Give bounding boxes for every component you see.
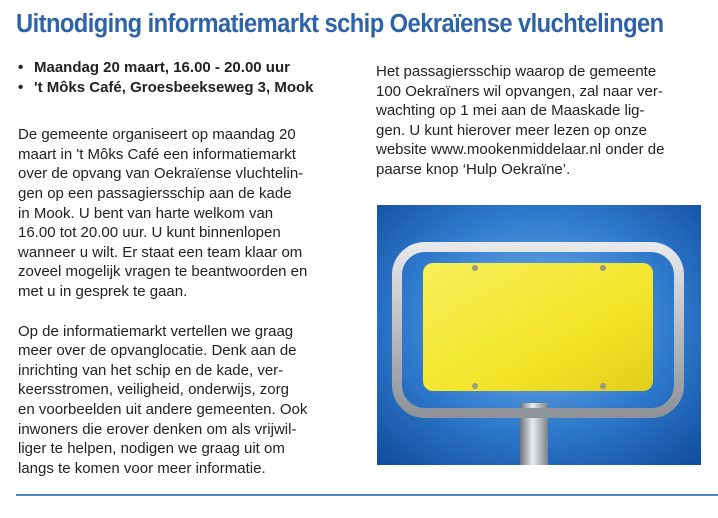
bullet-icon: • [18, 59, 24, 76]
text-line: wachting op 1 mei aan de Maaskade lig- [376, 102, 645, 120]
text-line: De gemeente organiseert op maandag 20 [18, 126, 296, 144]
paragraph-intro [18, 125, 348, 301]
text-line: en voorbeelden uit andere gemeenten. Ook [18, 400, 308, 418]
text-line: meer over de opvanglocatie. Denk aan de [18, 342, 297, 360]
text-line: Op de informatiemarkt vertellen we graag [18, 322, 294, 340]
text-line: 100 Oekraïners wil opvangen, zal naar ver- [376, 82, 663, 100]
text-line: inrichting van het schip en de kade, ver- [18, 361, 284, 379]
bullet-location-text: 't Môks Café, Groesbeekseweg 3, Mook [34, 78, 314, 96]
text-line: gen op een passagiersschip aan de kade [18, 184, 292, 202]
text-line: wanneer u wilt. Er staat een team klaar om [18, 243, 303, 261]
event-details-list [18, 58, 348, 97]
bullet-date-text: Maandag 20 maart, 16.00 - 20.00 uur [34, 59, 290, 76]
article-title: Uitnodiging informatiemarkt schip Oekraïense vluchtelingen [16, 10, 664, 38]
blank-sign-photo [377, 205, 701, 465]
text-line: keersstromen, veiligheid, onderwijs, zorg [18, 381, 289, 399]
paragraph-ship [376, 62, 701, 180]
paragraph-details [18, 322, 348, 479]
text-line: gen. U kunt hierover meer lezen op onze [376, 121, 647, 139]
text-line: inwoners die erover denken om als vrijwil- [18, 420, 297, 438]
bullet-icon: • [18, 78, 24, 96]
text-line: Het passagiersschip waarop de gemeente [376, 63, 657, 80]
text-line: website www.mookenmiddelaar.nl onder de [376, 141, 665, 159]
text-line: over de opvang van Oekraïense vluchtelin- [18, 165, 304, 183]
sign-icon [377, 205, 701, 465]
text-line: maart in 't Môks Café een informatiemarkt [18, 145, 296, 163]
text-line: zoveel mogelijk vragen te beantwoorden en [18, 263, 308, 281]
right-column [376, 62, 701, 180]
text-line: met u in gesprek te gaan. [18, 282, 188, 300]
section-divider [16, 494, 718, 496]
text-line: in Mook. U bent van harte welkom van [18, 204, 274, 222]
text-line: liger te helpen, nodigen we graag uit om [18, 440, 285, 458]
bullet-date [18, 58, 348, 78]
text-line: langs te komen voor meer informatie. [18, 459, 266, 477]
left-column [18, 58, 348, 478]
text-line: paarse knop ‘Hulp Oekraïne’. [376, 160, 571, 178]
bullet-location [18, 78, 348, 98]
text-line: 16.00 tot 20.00 uur. U kunt binnenlopen [18, 224, 281, 242]
